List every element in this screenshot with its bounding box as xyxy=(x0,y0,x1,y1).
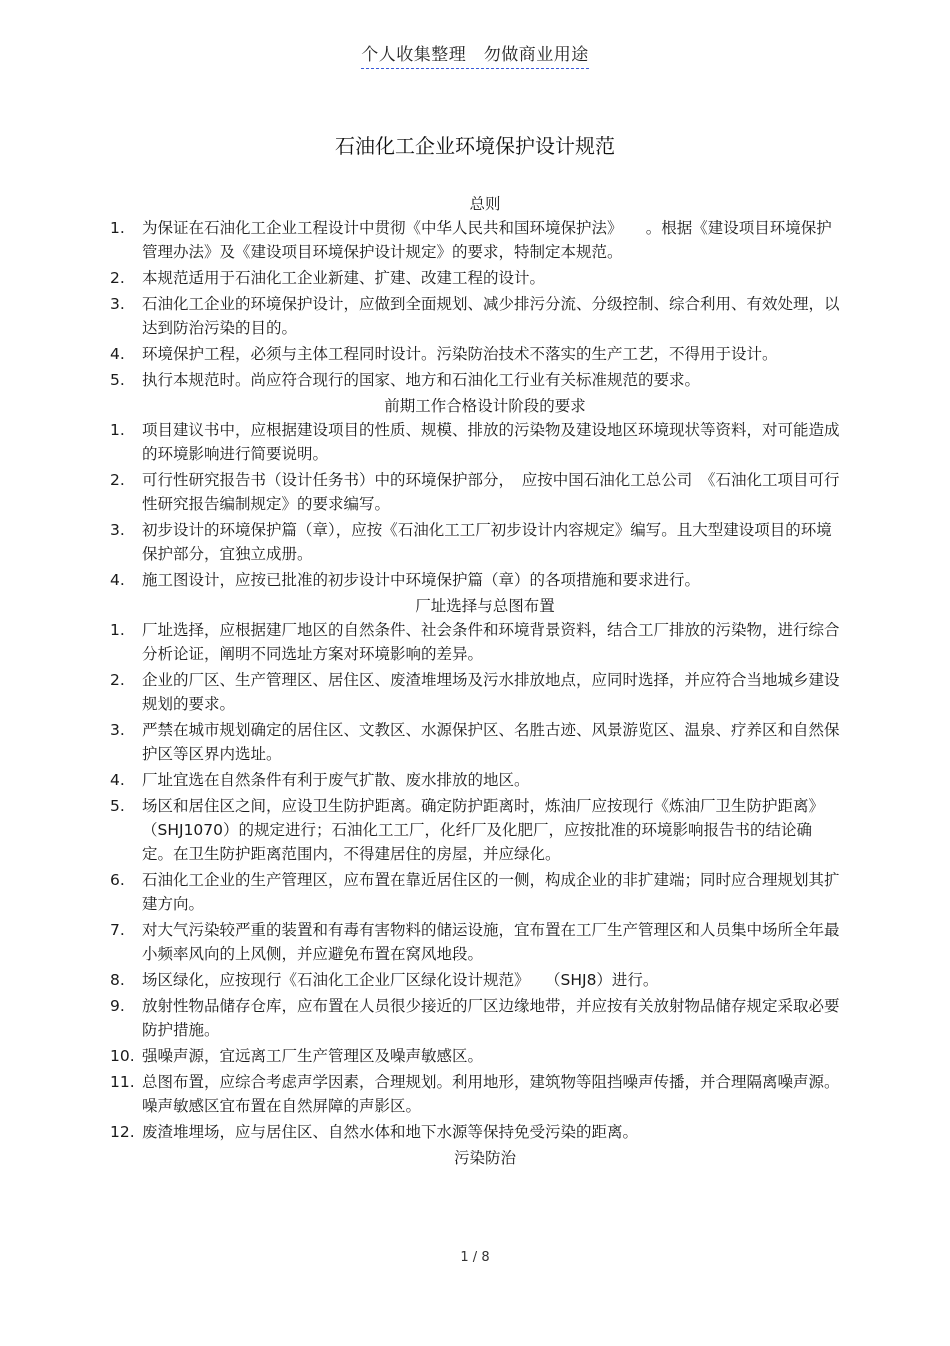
list-item xyxy=(110,368,840,392)
list-item xyxy=(110,718,840,766)
section-title: 厂址选择与总图布置 xyxy=(415,597,555,615)
item-text: 环境保护工程，必须与主体工程同时设计。污染防治技术不落实的生产工艺，不得用于设计。 xyxy=(142,345,778,363)
list-item xyxy=(110,418,840,466)
item-text: 废渣堆埋场，应与居住区、自然水体和地下水源等保持免受污染的距离。 xyxy=(142,1123,639,1141)
item-number: 5. xyxy=(110,371,125,389)
item-text: 本规范适用于石油化工企业新建、扩建、改建工程的设计。 xyxy=(142,269,546,287)
item-text: 总图布置，应综合考虑声学因素，合理规划。利用地形，建筑物等阻挡噪声传播，并合理隔离噪声源。噪声敏感区宜布置在自然屏障的声影区。 xyxy=(142,1073,840,1115)
item-text: 初步设计的环境保护篇（章），应按《石油化工工厂初步设计内容规定》编写。且大型建设项目的环境保护部分，宜独立成册。 xyxy=(142,521,832,563)
section-list xyxy=(110,418,840,592)
item-text: 场区和居住区之间，应设卫生防护距离。确定防护距离时，炼油厂应按现行《炼油厂卫生防护距离》（SHJ1070）的规定进行；石油化工工厂，化纤厂及化肥厂，应按批准的环境影响报告书的结论确定。在卫生防护距离范围内，不得建居住的房屋，并应绿化。 xyxy=(142,797,825,863)
list-item xyxy=(110,968,840,992)
item-text: 场区绿化，应按现行《石油化工企业厂区绿化设计规范》 （SHJ8）进行。 xyxy=(142,971,659,989)
item-number: 3. xyxy=(110,721,125,739)
item-number: 4. xyxy=(110,771,125,789)
list-item xyxy=(110,618,840,666)
list-item xyxy=(110,668,840,716)
item-number: 1. xyxy=(110,219,125,237)
item-number: 2. xyxy=(110,269,125,287)
item-text: 石油化工企业的环境保护设计，应做到全面规划、减少排污分流、分级控制、综合利用、有效处理，以达到防治污染的目的。 xyxy=(142,295,840,337)
list-item xyxy=(110,216,840,264)
item-number: 1. xyxy=(110,421,125,439)
item-text: 为保证在石油化工企业工程设计中贯彻《中华人民共和国环境保护法》 。根据《建设项目环境保护管理办法》及《建设项目环境保护设计规定》的要求，特制定本规范。 xyxy=(142,219,832,261)
list-item xyxy=(110,868,840,916)
page-number: 1 / 8 xyxy=(460,1250,490,1265)
item-text: 厂址宜选在自然条件有利于废气扩散、废水排放的地区。 xyxy=(142,771,530,789)
item-text: 强噪声源，宜远离工厂生产管理区及噪声敏感区。 xyxy=(142,1047,484,1065)
item-text: 项目建议书中，应根据建设项目的性质、规模、排放的污染物及建设地区环境现状等资料，对可能造成的环境影响进行简要说明。 xyxy=(142,421,840,463)
item-number: 9. xyxy=(110,997,125,1015)
list-item xyxy=(110,1044,840,1068)
item-text: 企业的厂区、生产管理区、居住区、废渣堆埋场及污水排放地点，应同时选择，并应符合当地城乡建设规划的要求。 xyxy=(142,671,840,713)
item-number: 10. xyxy=(110,1047,135,1065)
item-text: 可行性研究报告书（设计任务书）中的环境保护部分， 应按中国石油化工总公司 《石油化工项目可行性研究报告编制规定》的要求编写。 xyxy=(142,471,840,513)
list-item xyxy=(110,266,840,290)
item-number: 2. xyxy=(110,471,125,489)
item-number: 7. xyxy=(110,921,125,939)
item-text: 执行本规范时。尚应符合现行的国家、地方和石油化工行业有关标准规范的要求。 xyxy=(142,371,701,389)
header-text: 个人收集整理 勿做商业用途 xyxy=(361,40,589,69)
list-item xyxy=(110,292,840,340)
item-text: 厂址选择，应根据建厂地区的自然条件、社会条件和环境背景资料，结合工厂排放的污染物，进行综合分析论证，阐明不同选址方案对环境影响的差异。 xyxy=(142,621,840,663)
list-item xyxy=(110,1070,840,1118)
list-item xyxy=(110,468,840,516)
list-item xyxy=(110,568,840,592)
item-number: 6. xyxy=(110,871,125,889)
page-header xyxy=(0,40,950,69)
item-number: 11. xyxy=(110,1073,135,1091)
item-number: 4. xyxy=(110,571,125,589)
list-item xyxy=(110,518,840,566)
item-number: 3. xyxy=(110,295,125,313)
item-text: 放射性物品储存仓库，应布置在人员很少接近的厂区边缘地带，并应按有关放射物品储存规定采取必要防护措施。 xyxy=(142,997,840,1039)
item-number: 1. xyxy=(110,621,125,639)
item-number: 2. xyxy=(110,671,125,689)
section-title: 总则 xyxy=(469,195,501,213)
list-item xyxy=(110,768,840,792)
item-number: 3. xyxy=(110,521,125,539)
item-text: 严禁在城市规划确定的居住区、文教区、水源保护区、名胜古迹、风景游览区、温泉、疗养区和自然保护区等区界内选址。 xyxy=(142,721,840,763)
item-number: 12. xyxy=(110,1123,135,1141)
item-number: 4. xyxy=(110,345,125,363)
section-list xyxy=(110,618,840,1144)
list-item xyxy=(110,342,840,366)
section-list xyxy=(110,216,840,392)
item-text: 对大气污染较严重的装置和有毒有害物料的储运设施，宜布置在工厂生产管理区和人员集中场所全年最小频率风向的上风侧，并应避免布置在窝风地段。 xyxy=(142,921,840,963)
list-item xyxy=(110,794,840,866)
section-title: 污染防治 xyxy=(453,1149,516,1167)
document-title: 石油化工企业环境保护设计规范 xyxy=(335,134,615,158)
document-body xyxy=(110,192,840,1170)
section-title: 前期工作合格设计阶段的要求 xyxy=(384,397,586,415)
item-number: 8. xyxy=(110,971,125,989)
list-item xyxy=(110,1120,840,1144)
item-text: 施工图设计，应按已批准的初步设计中环境保护篇（章）的各项措施和要求进行。 xyxy=(142,571,701,589)
item-text: 石油化工企业的生产管理区，应布置在靠近居住区的一侧，构成企业的非扩建端；同时应合理规划其扩建方向。 xyxy=(142,871,840,913)
list-item xyxy=(110,994,840,1042)
list-item xyxy=(110,918,840,966)
item-number: 5. xyxy=(110,797,125,815)
